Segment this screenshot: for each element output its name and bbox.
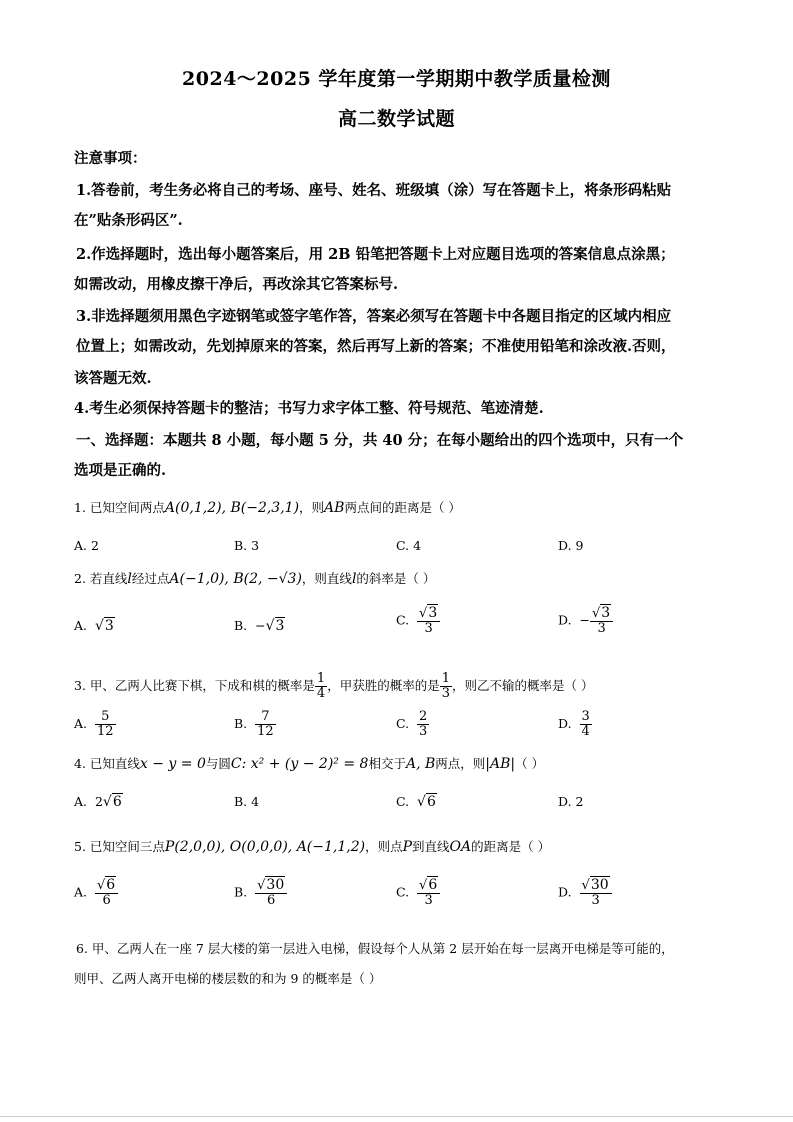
q3-mid: ，甲获胜的概率的是 (327, 678, 440, 693)
page-bottom-rule (0, 1116, 793, 1117)
q4-option-c (396, 793, 437, 811)
q4-ab-abs: |AB| (485, 756, 516, 772)
section1-heading-line2: 选项是正确的. (74, 462, 167, 479)
question-5 (74, 838, 734, 856)
q5-d-num: 30 (590, 877, 609, 893)
q3-option-d (558, 710, 592, 739)
notice-item2-line1: 2.作选择题时，选出每小题答案后，用 2B 铅笔把答题卡上对应题目选项的答案信息点涂黑； (76, 246, 675, 263)
question-6-line2: 则甲、乙两人离开电梯的楼层数的和为 9 的概率是（ ） (74, 971, 382, 986)
q4-a-coef: 2 (94, 794, 103, 809)
section1-heading-line1: 一、选择题：本题共 8 小题，每小题 5 分，共 40 分；在每小题给出的四个选项中，只有一个 (76, 432, 684, 449)
q4-mid2: 相交于 (368, 756, 406, 771)
q3-a-frac (95, 710, 116, 739)
q3-f2-num: 1 (441, 671, 450, 686)
q1-points: A(0,1,2), B(−2,3,1) (164, 500, 300, 516)
q5-d-den: 3 (591, 893, 600, 908)
q3-a-num: 5 (95, 710, 116, 725)
q5-c-den: 3 (424, 893, 433, 908)
q5-option-b (234, 878, 287, 908)
q4-line-eq: x − y = 0 (139, 756, 206, 772)
q2-prefix: 2. 若直线 (74, 571, 128, 586)
q2-option-b (234, 617, 285, 635)
q5-a-num: 6 (106, 877, 116, 893)
q3-suffix: ，则乙不输的概率是（ ） (451, 678, 594, 693)
q2-d-num: 3 (601, 605, 611, 621)
notice-heading: 注意事项： (74, 150, 147, 167)
q1-ab: AB (324, 500, 345, 516)
q5-option-d (558, 878, 612, 908)
q3-b-num: 7 (255, 710, 276, 725)
q2-mid1: 经过点 (131, 571, 170, 586)
q4-suffix: （ ） (515, 756, 545, 771)
q3-f1-den: 4 (316, 686, 326, 701)
q3-a-den: 12 (96, 724, 114, 739)
q2-d-frac: $\frac{√3}{3}$ (590, 606, 613, 636)
q3-option-a (74, 710, 116, 739)
q1-option-c: C. 4 (396, 538, 422, 553)
question-6-line1: 6. 甲、乙两人在一座 7 层大楼的第一层进入电梯，假设每个人从第 2 层开始在每一层离开电梯是等可能的， (76, 941, 674, 956)
q3-c-num: 2 (419, 709, 428, 724)
q4-a-rad: 6 (112, 794, 122, 810)
question-3 (74, 672, 734, 701)
q5-b-num: 30 (266, 877, 285, 893)
q5-mid2: 到直线 (412, 839, 450, 854)
q3-b-den: 12 (257, 724, 274, 739)
q4-option-d: D. 2 (558, 794, 584, 809)
q5-label-c: C. (396, 884, 410, 900)
q5-mid1: ，则点 (365, 839, 403, 854)
q2-suffix: 的斜率是（ ） (356, 571, 436, 586)
q2-c-frac: $\frac{√3}{3}$ (417, 606, 440, 636)
q1-mid: ，则 (299, 500, 325, 515)
q2-a-rad: 3 (104, 618, 114, 634)
q2-b-value: √3 (265, 618, 285, 634)
q5-d-frac: $\frac{√30}{3}$ (580, 878, 612, 908)
q2-mid2: ，则直线 (301, 571, 352, 586)
q2-line-l2: l (351, 571, 357, 587)
q5-a-den: 6 (102, 893, 111, 908)
q3-label-c: C. (396, 716, 410, 731)
q4-c-rad: 6 (426, 794, 436, 810)
q4-c-sqrt: √6 (417, 794, 436, 810)
q2-label-c: C. (396, 612, 410, 628)
q3-d-frac (580, 710, 592, 739)
exam-title: 2024～2025 学年度第一学期期中教学质量检测 (182, 68, 611, 90)
question-2 (74, 570, 734, 588)
q1-prefix: 1. 已知空间两点 (74, 500, 165, 515)
q3-option-b (234, 710, 276, 739)
q2-option-d (558, 606, 613, 636)
q1-option-b: B. 3 (234, 538, 260, 553)
q5-b-frac: $\frac{√30}{6}$ (255, 878, 287, 908)
q3-option-c (396, 710, 429, 739)
notice-item3-line1: 3.非选择题须用黑色字迹钢笔或签字笔作答，答案必须写在答题卡中各题目指定的区域内相应 (76, 308, 672, 325)
q5-label-d: D. (558, 884, 572, 900)
q4-mid1: 与圆 (205, 756, 231, 771)
q5-oa: OA (449, 839, 472, 855)
q5-option-a (74, 878, 118, 908)
q2-c-den: 3 (424, 621, 433, 636)
q3-label-b: B. (234, 716, 248, 731)
q3-f2-den: 3 (441, 686, 450, 701)
q3-d-num: 3 (581, 709, 590, 724)
q2-b-rad: 3 (275, 618, 285, 634)
q5-b-den: 6 (267, 893, 276, 908)
q3-b-frac (255, 710, 276, 739)
q4-points: A, B (405, 756, 436, 772)
q3-c-frac (417, 710, 429, 739)
q4-prefix: 4. 已知直线 (74, 756, 140, 771)
q3-prefix: 3. 甲、乙两人比赛下棋，下成和棋的概率是 (74, 678, 315, 693)
q5-c-num: 6 (428, 877, 438, 893)
q2-line-l: l (127, 571, 132, 587)
notice-item4: 4.考生必须保持答题卡的整洁；书写力求字体工整、符号规范、笔迹清楚. (74, 400, 544, 417)
q2-c-num: 3 (428, 605, 438, 621)
q4-label-a: A. (74, 794, 88, 809)
q1-option-a: A. 2 (74, 538, 99, 553)
q5-option-c (396, 878, 440, 908)
q2-d-sign: − (579, 612, 590, 628)
q4-a-sqrt: √6 (102, 794, 122, 810)
q4-mid3: 两点，则 (435, 756, 486, 771)
q5-suffix: 的距离是（ ） (471, 839, 551, 854)
q5-label-a: A. (74, 884, 88, 900)
q5-prefix: 5. 已知空间三点 (74, 839, 165, 854)
q3-d-den: 4 (581, 724, 590, 739)
q2-option-a (74, 617, 115, 635)
q4-label-c: C. (396, 794, 410, 809)
q3-label-d: D. (558, 716, 572, 731)
notice-item3-line3: 该答题无效. (74, 370, 152, 387)
q2-label-b: B. (234, 618, 248, 633)
notice-item1-line1: 1.答卷前，考生务必将自己的考场、座号、姓名、班级填（涂）写在答题卡上，将条形码粘贴 (76, 182, 672, 199)
exam-subtitle: 高二数学试题 (337, 108, 455, 130)
q2-option-c (396, 606, 440, 636)
q3-frac-2 (440, 672, 452, 701)
question-4 (74, 755, 734, 773)
q1-suffix: 两点间的距离是（ ） (344, 500, 461, 515)
notice-item2-line2: 如需改动，用橡皮擦干净后，再改涂其它答案标号. (74, 276, 399, 293)
q1-option-d: D. 9 (558, 538, 584, 553)
q5-label-b: B. (234, 884, 248, 900)
notice-item3-line2: 位置上；如需改动，先划掉原来的答案，然后再写上新的答案；不准使用铅笔和涂改液.否则， (76, 338, 676, 355)
q3-frac-1 (315, 672, 327, 701)
q5-p: P (402, 839, 413, 855)
q4-option-a (74, 793, 123, 811)
q3-c-den: 3 (419, 724, 428, 739)
q5-c-frac: $\frac{√6}{3}$ (417, 878, 440, 908)
q2-d-den: 3 (597, 621, 606, 636)
question-1 (74, 499, 734, 517)
notice-item1-line2: 在”贴条形码区”. (74, 212, 183, 229)
q2-label-d: D. (558, 612, 572, 628)
q2-points: A(−1,0), B(2, −√3) (169, 571, 302, 587)
q5-a-frac: $\frac{√6}{6}$ (95, 878, 118, 908)
q4-circle-eq: C: x² + (y − 2)² = 8 (230, 756, 369, 772)
q2-label-a: A. (74, 618, 88, 633)
q5-points: P(2,0,0), O(0,0,0), A(−1,1,2) (164, 839, 366, 855)
q2-b-sign: − (255, 618, 266, 633)
q3-label-a: A. (74, 716, 88, 731)
q4-option-b: B. 4 (234, 794, 260, 809)
q3-f1-num: 1 (316, 671, 326, 686)
q2-a-value: √3 (94, 618, 114, 634)
